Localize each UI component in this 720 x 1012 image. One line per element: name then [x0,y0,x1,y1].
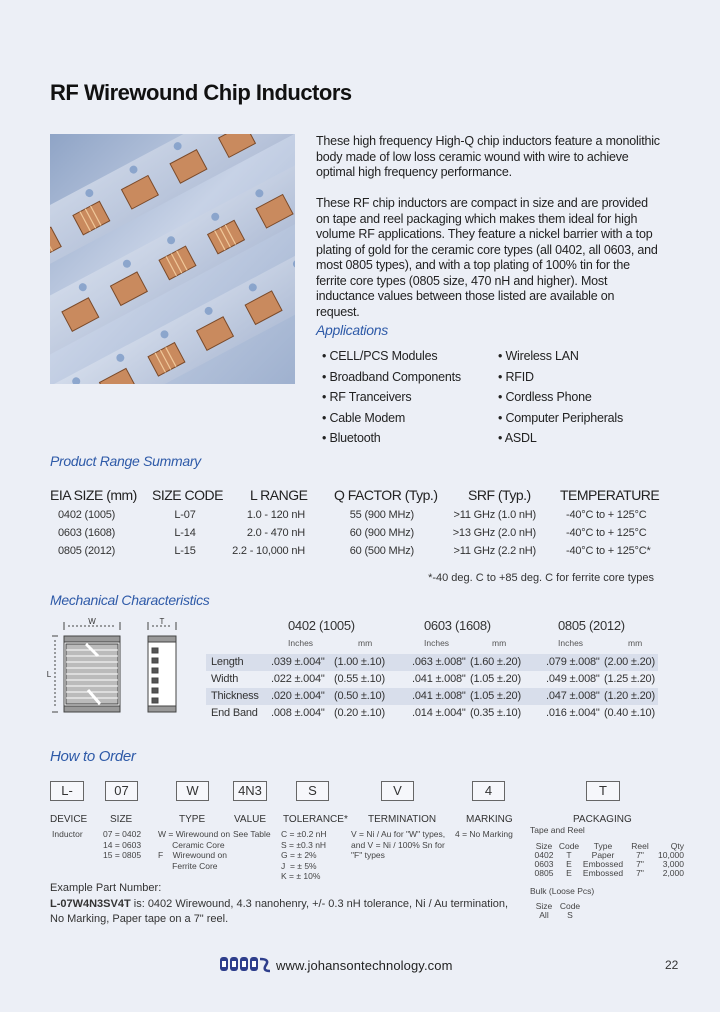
intro-paragraph-1: These high frequency High-Q chip inductors feature a monolithic body made of low loss ceramic wound with wire to achieve optimal high frequency performance. [316,134,660,179]
thickness-label: T [159,617,165,626]
applications-heading: Applications [316,322,388,338]
unit-inches: Inches [424,638,450,648]
code-termination: V [381,781,414,801]
header-eia-size: EIA SIZE (mm) [50,487,137,503]
product-range-heading: Product Range Summary [50,453,201,469]
table-row: 1.0 - 120 nH 2.0 - 470 nH 2.2 - 10,000 nH [232,509,305,557]
desc-marking: 4 = No Marking [455,829,513,839]
length-label: L [46,670,52,679]
code-device: L- [50,781,84,801]
table-row: 0402 (1005) 0603 (1608) 0805 (2012) [58,509,116,557]
example-line-2: No Marking, Paper tape on a 7" reel. [50,913,229,925]
col-0402-inches: .039 ±.004" .022 ±.004" .020 ±.004" .008 ±.004" [271,656,325,719]
width-label: W [88,617,96,626]
unit-mm: mm [358,638,373,648]
johanson-logo-icon [218,953,272,975]
code-packaging: T [586,781,620,801]
example-part-number: L-07W4N3SV4T [50,898,131,910]
col-0603-inches: .063 ±.008" .041 ±.008" .041 ±.008" .014 ±.004" [412,656,466,719]
mechanical-heading: Mechanical Characteristics [50,592,210,608]
unit-inches: Inches [558,638,584,648]
label-type: TYPE [179,814,206,825]
label-packaging: PACKAGING [573,814,632,825]
footer-url[interactable]: www.johansontechnology.com [276,958,453,973]
code-marking: 4 [472,781,505,801]
label-value: VALUE [234,814,267,825]
unit-mm: mm [492,638,507,648]
example-line-1: L-07W4N3SV4T is: 0402 Wirewound, 4.3 nanohenry, +/- 0.3 nH tolerance, Ni / Au termination, [50,898,509,910]
header-size-code: SIZE CODE [152,487,223,503]
row-labels: Length Width Thickness End Band [211,656,259,719]
col-0805-inches: .079 ±.008" .049 ±.008" .047 ±.008" .016 ±.004" [546,656,600,719]
col-0402-mm: (1.00 ±.10) (0.55 ±.10) (0.50 ±.10) (0.20 ±.10) [334,656,385,719]
table-row: 55 (900 MHz) 60 (900 MHz) 60 (500 MHz) [349,509,414,557]
header-l-range: L RANGE [250,487,308,503]
applications-list-left [322,346,461,449]
unit-mm: mm [628,638,643,648]
example-title: Example Part Number: [50,882,162,894]
table-row: -40°C to + 125°C -40°C to + 125°C -40°C to + 125°C* [566,509,651,557]
desc-tolerance: C = ±0.2 nH S = ±0.3 nH G = ± 2% J = ± 5% K = ± 10% [281,829,327,881]
intro-paragraph-2: These RF chip inductors are compact in size and are provided on tape and reel packaging which makes them ideal for high volume RF applications. They feature a nickel barrier with a top plating of gold for the ceramic core types (all 0402, all 0603, and most 0805 types), and with a top plating of 100% tin for the ferrite core types (0805 size, 470 nH and higher). Most inductance values between those listed are available on request. [316,196,658,319]
code-size: 07 [105,781,138,801]
header-temperature: TEMPERATURE [560,487,660,503]
desc-type: W = Wirewound on Ceramic Core F Wirewound on Ferrite Core [158,829,231,871]
page-number: 22 [665,958,679,972]
desc-termination: V = Ni / Au for "W" types, and V = Ni / 100% Sn for "F" types [351,829,446,860]
code-type: W [176,781,209,801]
packaging-table: Tape and Reel Size Code Type Reel Qty 0402 T Paper 7" 10,000 0603 E Embossed 7" 3,000 0805 E Embossed 7" 2,000 Bulk (Loose Pcs) Size Code All S [530,825,684,920]
list-item: • Computer Peripherals [498,410,624,425]
unit-inches: Inches [288,638,314,648]
label-size: SIZE [110,814,133,825]
chip-inductors-image [50,134,295,384]
product-photo [50,134,295,384]
desc-value: See Table [233,829,271,839]
temperature-footnote: *-40 deg. C to +85 deg. C for ferrite core types [428,572,654,584]
how-to-order-heading: How to Order [50,748,136,765]
size-0603-header: 0603 (1608) [424,618,491,633]
header-srf: SRF (Typ.) [468,487,531,503]
label-marking: MARKING [466,814,513,825]
list-item: • RFID [498,369,534,384]
col-0805-mm: (2.00 ±.20) (1.25 ±.20) (1.20 ±.20) (0.40 ±.10) [604,656,655,719]
label-tolerance: TOLERANCE* [283,814,348,825]
desc-size: 07 = 0402 14 = 0603 15 = 0805 [103,829,142,860]
table-row: L-07 L-14 L-15 [174,509,196,557]
header-q-factor: Q FACTOR (Typ.) [334,487,438,503]
list-item: • Wireless LAN [498,349,579,363]
list-item: • Cable Modem [322,410,406,425]
code-value: 4N3 [233,781,267,801]
list-item: • Bluetooth [322,431,381,445]
code-tolerance: S [296,781,329,801]
label-device: DEVICE [50,814,88,825]
list-item: • CELL/PCS Modules [322,349,438,363]
list-item: • ASDL [498,431,537,445]
page-title: RF Wirewound Chip Inductors [50,80,352,105]
label-termination: TERMINATION [368,814,437,825]
list-item: • Broadband Components [322,369,461,384]
list-item: • Cordless Phone [498,390,592,404]
size-0402-header: 0402 (1005) [288,618,355,633]
chip-dimension-diagram [40,614,190,724]
applications-list-right [498,346,623,449]
size-0805-header: 0805 (2012) [558,618,625,633]
desc-device: Inductor [52,829,83,839]
col-0603-mm: (1.60 ±.20) (1.05 ±.20) (1.05 ±.20) (0.35 ±.10) [470,656,521,719]
list-item: • RF Tranceivers [322,390,412,404]
table-row: >11 GHz (1.0 nH) >13 GHz (2.0 nH) >11 GHz (2.2 nH) [452,509,536,557]
